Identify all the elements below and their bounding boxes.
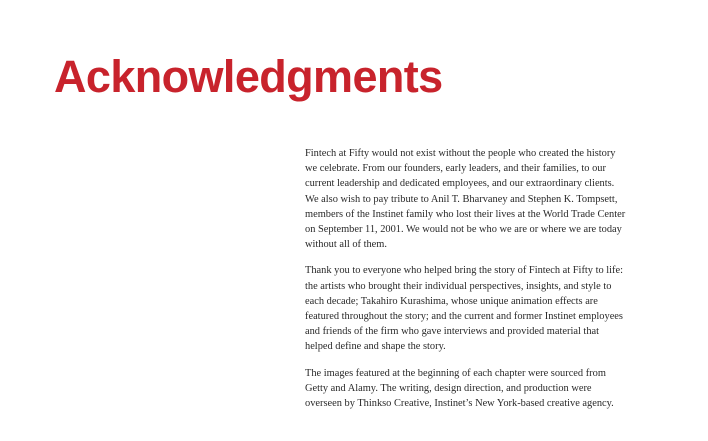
acknowledgments-body	[305, 146, 627, 422]
paragraph-thank-you-contributors: Thank you to everyone who helped bring the story of Fintech at Fifty to life: the artists who brought their individual perspectives, insights, and style to each decade; Takahiro Kurashima, whose unique animation effects are featured throughout the story; and the current and former Instinet employees and friends of the firm who gave interviews and provided material that helped define and shape the story.	[305, 265, 624, 353]
paragraph-founders-tribute: Fintech at Fifty would not exist without the people who created the history we celebrate. From our founders, early leaders, and their families, to our current leadership and dedicated employees, and our extraordinary clients. We also wish to pay tribute to Anil T. Bharvaney and Stephen K. Tompsett, members of the Instinet family who lost their lives at the World Trade Center on September 11, 2001. We would not be who we are or where we are today without all of them.	[305, 148, 626, 251]
paragraph-image-credits: The images featured at the beginning of each chapter were sourced from Getty and Alamy. The writing, design direction, and production were overseen by Thinkso Creative, Instinet’s New York-based creative agency.	[305, 367, 614, 410]
page-title: Acknowledgments	[54, 51, 443, 102]
